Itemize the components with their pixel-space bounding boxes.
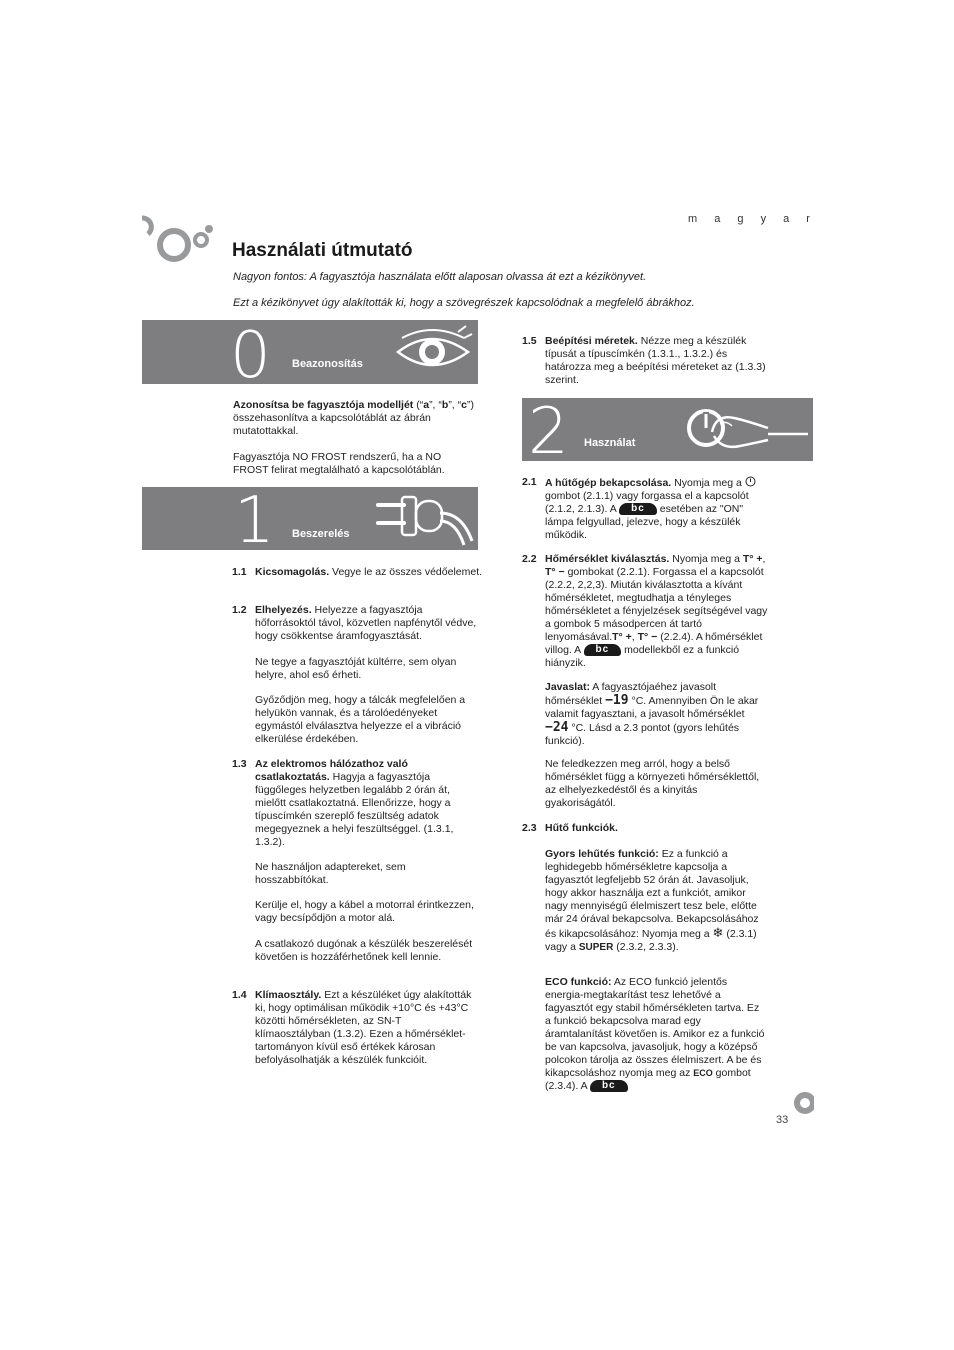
item-1-2-para3: Győződjön meg, hogy a tálcák megfelelően a helyükön vannak, és a tárolóedényeket egymástól elválasztva helyezze el a vibráció elkerülése érdekében. bbox=[255, 694, 466, 745]
eco-button-label: ECO bbox=[693, 1068, 713, 1078]
power-button-icon bbox=[745, 476, 756, 487]
item-2-1: 2.1 A hűtőgép bekapcsolása. Nyomja meg a gombot (2.1.1) vagy forgassa el a kapcsolót (2.1.2, 2.1.3). A bc esetében az "ON" lámpa felgyullad, jelezve, hogy a készülék működik. bbox=[522, 476, 774, 540]
fast-freeze-paragraph: Gyors lehűtés funkció: Ez a funkció a leghidegebb hőmérsékletre kapcsolja a fagyasztót legfeljebb 52 órán át. Javasoljuk, hogy akkor használja ezt a funkciót, amikor nagy mennyiségű élelmiszert tesz bele, előtte már 24 órával bekapcsolva. Bekapcsolásához és kikapcsolásához: Nyomja meg a ❄ (2.3.1) vagy a SUPER (2.3.2, 2.3.3). bbox=[545, 848, 759, 953]
section-banner-usage bbox=[522, 395, 813, 469]
brand-logo-icon bbox=[138, 215, 214, 271]
item-1-2: 1.2 Elhelyezés. Helyezze a fagyasztója hőforrásoktól távol, közvetlen napfénytől védve, hogy csökkentse áramfogyasztását. bbox=[232, 604, 477, 642]
bc-model-badge: bc bbox=[619, 503, 657, 515]
intro-warning: Nagyon fontos: A fagyasztója használata előtt alaposan olvassa át ezt a kézikönyvet. bbox=[233, 271, 647, 283]
identification-paragraph: Azonosítsa be fagyasztója modelljét (“a”, “b”, “c”) összehasonlítva a kapcsolótáblát az ábrán mutatottakkal. bbox=[233, 399, 474, 437]
bc-model-badge: bc bbox=[584, 644, 622, 656]
item-1-2-para2: Ne tegye a fagyasztóját kültérre, sem olyan helyre, ahol eső érheti. bbox=[255, 656, 457, 681]
eco-paragraph: ECO funkció: Az ECO funkció jelentős energia-megtakarítást tesz lehetővé a fagyasztót egy stabil hőmérsékleten tartva. Ez a funkció bekapcsolva marad egy áramtalanítást követően is. Amikor ez a funkció be van kapcsolva, javasoljuk, hogy a középső polcokon tárolja az összes élelmiszert. A be és kikapcsoláshoz nyomja meg az ECO gombot (2.3.4). A bc bbox=[545, 976, 765, 1092]
nofrost-paragraph: Fagyasztója NO FROST rendszerű, ha a NO FROST felirat megtalálható a kapcsolótáblán. bbox=[233, 451, 445, 476]
item-1-3-para2: Ne használjon adaptereket, sem hosszabbítókat. bbox=[255, 861, 406, 886]
eye-icon bbox=[392, 324, 474, 380]
item-1-3: 1.3 Az elektromos hálózathoz való csatlakoztatás. Hagyja a fagyasztója függőleges helyzetben legalább 2 órán át, mielőtt csatlakoztatná. Ellenőrizze, hogy a típuscímkén szereplő feszültség adatok megegyeznek a helyi feszültséggel. (1.3.1, 1.3.2). bbox=[232, 758, 454, 848]
snowflake-icon: ❄ bbox=[712, 925, 724, 940]
section-label: Használat bbox=[584, 437, 636, 449]
page-marker-icon bbox=[792, 1090, 814, 1116]
item-2-3: 2.3 Hűtő funkciók. bbox=[522, 822, 618, 834]
item-1-5: 1.5 Beépítési méretek. Nézze meg a készülék típusát a típuscímkén (1.3.1., 1.3.2.) és határozza meg a beépítési méreteket az (1.3.3) szerint. bbox=[522, 335, 766, 386]
recommendation-note: Ne feledkezzen meg arról, hogy a belső hőmérséklet függ a környezeti hőmérséklettől, az elhelyezkedéstől és a kinyitás gyakoriságától. bbox=[545, 758, 760, 809]
recommendation-paragraph: Javaslat: A fagyasztójaéhez javasolt hőmérséklet −19 °C. Amennyiben Ön le akar valamit fagyasztani, a javasolt hőmérséklet −24 °C. Lásd a 2.3 pontot (gyors lehűtés funkció). bbox=[545, 681, 759, 747]
temp-minus-label: T° − bbox=[545, 566, 565, 578]
section-label: Beazonosítás bbox=[292, 358, 363, 370]
bc-model-badge: bc bbox=[590, 1080, 628, 1092]
item-1-3-para3: Kerülje el, hogy a kábel a motorral érintkezzen, vagy becsípődjön a motor alá. bbox=[255, 899, 474, 924]
temp-display-minus24: −24 bbox=[545, 720, 569, 735]
section-label: Beszerelés bbox=[292, 528, 350, 540]
section-banner-installation bbox=[142, 484, 478, 558]
plug-icon bbox=[376, 493, 476, 547]
super-button-label: SUPER bbox=[578, 942, 614, 953]
temp-plus-label: T° + bbox=[742, 553, 763, 565]
page-title: Használati útmutató bbox=[232, 240, 413, 261]
temp-display-minus19: −19 bbox=[605, 693, 629, 708]
finger-press-icon bbox=[684, 402, 812, 460]
item-1-3-para4: A csatlakozó dugónak a készülék beszerelését követően is hozzáférhetőnek kell lennie. bbox=[255, 938, 473, 963]
item-1-1: 1.1 Kicsomagolás. Vegye le az összes védőelemet. bbox=[232, 566, 483, 578]
section-number: 0 bbox=[230, 319, 271, 393]
language-label: m a g y a r bbox=[688, 213, 817, 225]
section-number: 1 bbox=[234, 484, 275, 558]
section-banner-identification bbox=[142, 319, 478, 393]
section-number: 2 bbox=[528, 395, 569, 469]
page-number: 33 bbox=[776, 1114, 789, 1126]
item-1-4: 1.4 Klímaosztály. Ezt a készüléket úgy alakították ki, hogy optimálisan működik +10°C és +43°C közötti hőmérsékleten, az SN-T klímaosztályban (1.3.2). Ezen a hőmérséklet-tartományon kívül eső értékek károsan befolyásolhatják a készülék funkcióit. bbox=[232, 989, 472, 1066]
intro-note: Ezt a kézikönyvet úgy alakították ki, hogy a szövegrészek kapcsolódnak a megfelelő ábrákhoz. bbox=[233, 297, 695, 309]
item-2-2: 2.2 Hőmérséklet kiválasztás. Nyomja meg a T° +, T° − gombokat (2.2.1). Forgassa el a kapcsolót (2.2.2, 2,2,3). Miután kiválasztotta a kívánt hőmérsékletet, megtudhatja a tényleges hőmérsékletet a fényjelzések segítségével vagy a gombok 5 másodpercen át tartó lenyomásával.T° +, T° − (2.2.4). A hőmérséklet villog. A bc modellekből ez a funkció hiányzik. bbox=[522, 553, 768, 669]
